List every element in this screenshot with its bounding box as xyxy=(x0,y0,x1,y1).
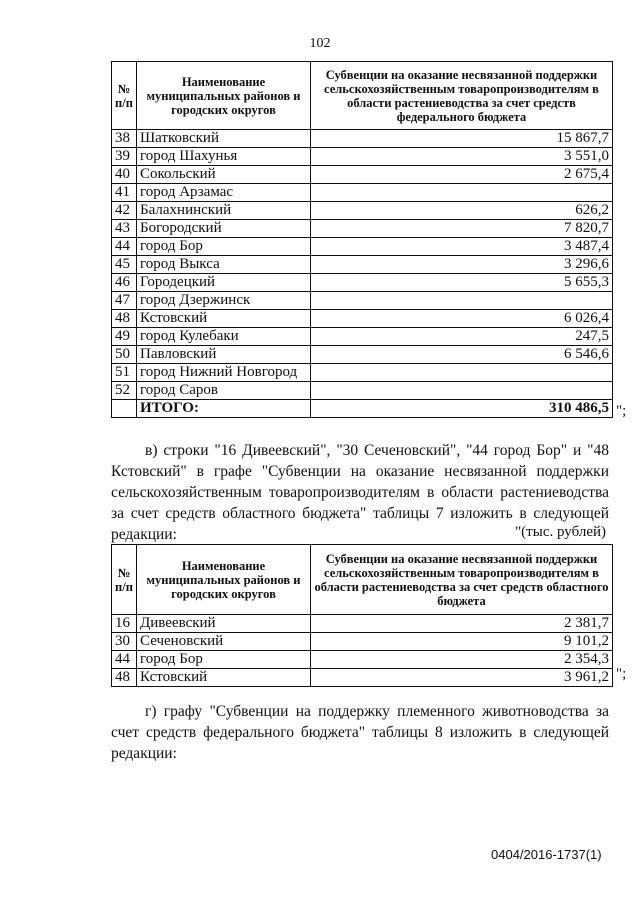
row-value: 626,2 xyxy=(311,202,613,220)
table-row xyxy=(112,166,613,184)
row-name: Сокольский xyxy=(137,166,311,184)
row-number: 38 xyxy=(112,130,137,148)
table-row xyxy=(112,148,613,166)
table-row xyxy=(112,346,613,364)
column-header-name: Наименование муниципальных районов и городских округов xyxy=(137,62,311,130)
row-name: город Выкса xyxy=(137,256,311,274)
row-number: 45 xyxy=(112,256,137,274)
row-value: 6 026,4 xyxy=(311,310,613,328)
table-row xyxy=(112,328,613,346)
row-name: город Саров xyxy=(137,382,311,400)
table-row xyxy=(112,274,613,292)
row-value: 3 961,2 xyxy=(311,669,613,687)
row-name: Шатковский xyxy=(137,130,311,148)
row-name: Богородский xyxy=(137,220,311,238)
table-row xyxy=(112,310,613,328)
row-value: 9 101,2 xyxy=(311,633,613,651)
row-number: 47 xyxy=(112,292,137,310)
row-number: 42 xyxy=(112,202,137,220)
row-name: город Дзержинск xyxy=(137,292,311,310)
row-value: 2 675,4 xyxy=(311,166,613,184)
row-name: Городецкий xyxy=(137,274,311,292)
row-number: 51 xyxy=(112,364,137,382)
table-body xyxy=(112,615,613,687)
row-value xyxy=(311,364,613,382)
row-number: 44 xyxy=(112,651,137,669)
row-value xyxy=(311,184,613,202)
table-body xyxy=(112,130,613,418)
closing-quote: "; xyxy=(616,403,627,419)
row-name: Балахнинский xyxy=(137,202,311,220)
total-row xyxy=(112,400,613,418)
closing-quote: "; xyxy=(616,666,627,682)
row-value xyxy=(311,382,613,400)
row-number: 48 xyxy=(112,310,137,328)
row-name: город Кулебаки xyxy=(137,328,311,346)
column-header-number: № п/п xyxy=(112,545,137,615)
row-name: город Бор xyxy=(137,238,311,256)
row-number: 44 xyxy=(112,238,137,256)
regional-subsidies-table xyxy=(111,544,613,687)
row-name: город Арзамас xyxy=(137,184,311,202)
row-value: 3 551,0 xyxy=(311,148,613,166)
row-value: 2 354,3 xyxy=(311,651,613,669)
row-name: Павловский xyxy=(137,346,311,364)
column-header-subsidy: Субвенции на оказание несвязанной поддержки сельскохозяйственным товаропроизводителям в области растениеводства за счет средств федерального бюджета xyxy=(311,62,613,130)
row-value: 5 655,3 xyxy=(311,274,613,292)
row-number: 40 xyxy=(112,166,137,184)
row-number: 16 xyxy=(112,615,137,633)
row-value: 6 546,6 xyxy=(311,346,613,364)
table-row xyxy=(112,382,613,400)
row-number: 41 xyxy=(112,184,137,202)
row-value: 7 820,7 xyxy=(311,220,613,238)
table-row xyxy=(112,651,613,669)
table-row xyxy=(112,669,613,687)
row-number: 52 xyxy=(112,382,137,400)
units-label: "(тыс. рублей) xyxy=(515,524,606,540)
table-row xyxy=(112,256,613,274)
row-name: Дивеевский xyxy=(137,615,311,633)
table-row xyxy=(112,633,613,651)
row-number: 30 xyxy=(112,633,137,651)
row-number: 39 xyxy=(112,148,137,166)
page-number: 102 xyxy=(309,36,331,51)
table-row xyxy=(112,202,613,220)
row-value: 247,5 xyxy=(311,328,613,346)
document-code: 0404/2016-1737(1) xyxy=(491,847,602,862)
row-number: 49 xyxy=(112,328,137,346)
paragraph-g xyxy=(111,701,609,764)
table-row xyxy=(112,292,613,310)
total-empty-cell xyxy=(112,400,137,418)
row-name: город Бор xyxy=(137,651,311,669)
table-row xyxy=(112,220,613,238)
paragraph-g-text: г) графу "Субвенции на поддержку племенного животноводства за счет средств федерального бюджета" таблицы 8 изложить в следующей редакции: xyxy=(111,703,609,762)
paragraph-v-text: в) строки "16 Дивеевский", "30 Сеченовский", "44 город Бор" и "48 Кстовский" в графе "Субвенции на оказание несвязанной поддержки сельскохозяйственным товаропроизводителям в области растениеводства за счет средств областного бюджета" таблицы 7 изложить в следующей редакции: xyxy=(111,442,609,543)
table-row xyxy=(112,184,613,202)
column-header-number: № п/п xyxy=(112,62,137,130)
row-name: Кстовский xyxy=(137,669,311,687)
row-number: 50 xyxy=(112,346,137,364)
row-number: 43 xyxy=(112,220,137,238)
row-name: город Шахунья xyxy=(137,148,311,166)
row-number: 48 xyxy=(112,669,137,687)
row-value: 3 296,6 xyxy=(311,256,613,274)
column-header-subsidy: Субвенции на оказание несвязанной поддержки сельскохозяйственным товаропроизводителям в области растениеводства за счет средств областного бюджета xyxy=(311,545,613,615)
row-value: 15 867,7 xyxy=(311,130,613,148)
table-row xyxy=(112,615,613,633)
table-row xyxy=(112,238,613,256)
row-name: Кстовский xyxy=(137,310,311,328)
row-name: город Нижний Новгород xyxy=(137,364,311,382)
row-number: 46 xyxy=(112,274,137,292)
table-row xyxy=(112,364,613,382)
row-value: 2 381,7 xyxy=(311,615,613,633)
total-label: ИТОГО: xyxy=(137,400,311,418)
row-value xyxy=(311,292,613,310)
column-header-name: Наименование муниципальных районов и городских округов xyxy=(137,545,311,615)
federal-subsidies-table xyxy=(111,61,613,418)
row-value: 3 487,4 xyxy=(311,238,613,256)
row-name: Сеченовский xyxy=(137,633,311,651)
table-row xyxy=(112,130,613,148)
total-value: 310 486,5 xyxy=(311,400,613,418)
